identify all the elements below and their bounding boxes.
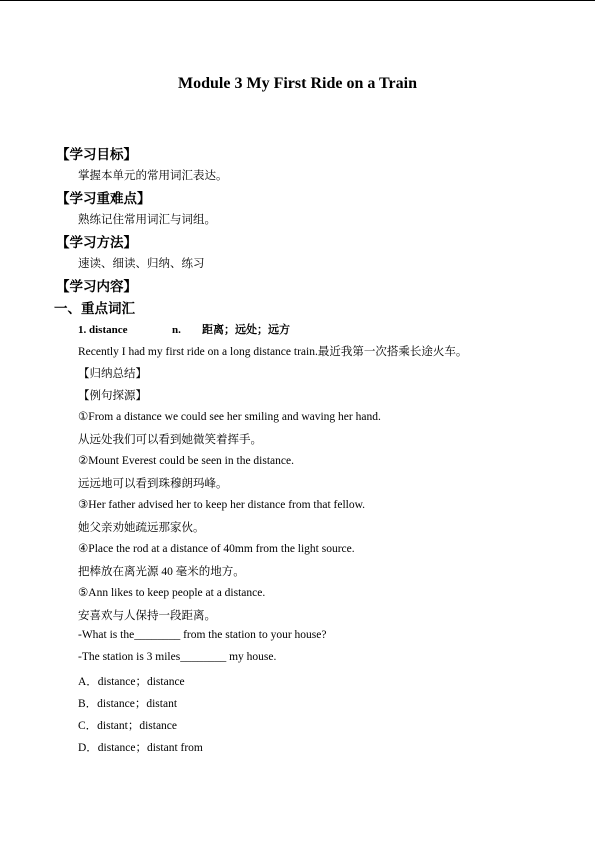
goal-text: 掌握本单元的常用词汇表达。 bbox=[78, 170, 228, 182]
option-b: B．distance；distant bbox=[78, 698, 178, 710]
page-title: Module 3 My First Ride on a Train bbox=[178, 75, 417, 92]
option-c: C．distant；distance bbox=[78, 720, 178, 732]
method-text: 速读、细读、归纳、练习 bbox=[78, 258, 205, 270]
key-text: 熟练记住常用词汇与词组。 bbox=[78, 214, 216, 226]
example-sentence-2: ②Mount Everest could be seen in the distance. bbox=[78, 455, 294, 467]
example-sentence-4: ④Place the rod at a distance of 40mm from the light source. bbox=[78, 543, 355, 555]
example-line-1: Recently I had my first ride on a long distance train.最近我第一次搭乘长途火车。 bbox=[78, 346, 468, 358]
part1-heading: 一、重点词汇 bbox=[54, 301, 135, 316]
key-heading: 【学习重难点】 bbox=[56, 191, 151, 206]
top-border-line bbox=[0, 0, 595, 1]
method-heading: 【学习方法】 bbox=[56, 235, 137, 250]
entry-meaning: 距离；远处；远方 bbox=[202, 324, 290, 336]
summary-label: 【归纳总结】 bbox=[78, 368, 147, 380]
example-translation-4: 把棒放在离光源 40 毫米的地方。 bbox=[78, 566, 245, 578]
question-line-2: -The station is 3 miles________ my house. bbox=[78, 651, 277, 663]
example-sentence-3: ③Her father advised her to keep her distance from that fellow. bbox=[78, 499, 366, 511]
entry-pos: n. bbox=[172, 324, 181, 336]
option-a: A．distance；distance bbox=[78, 676, 185, 688]
goal-heading: 【学习目标】 bbox=[56, 147, 137, 162]
example-translation-5: 安喜欢与人保持一段距离。 bbox=[78, 610, 216, 622]
examples-label: 【例句探源】 bbox=[78, 390, 147, 402]
content-heading: 【学习内容】 bbox=[56, 279, 137, 294]
example-translation-3: 她父亲劝她疏远那家伙。 bbox=[78, 522, 205, 534]
example-translation-2: 远远地可以看到珠穆朗玛峰。 bbox=[78, 478, 228, 490]
entry-word: 1. distance bbox=[78, 324, 128, 336]
example-translation-1: 从远处我们可以看到她微笑着挥手。 bbox=[78, 434, 262, 446]
vocab-entry bbox=[78, 321, 290, 337]
option-d: D．distance；distant from bbox=[78, 742, 203, 754]
question-line-1: -What is the________ from the station to your house? bbox=[78, 629, 327, 641]
example-sentence-5: ⑤Ann likes to keep people at a distance. bbox=[78, 587, 266, 599]
example-sentence-1: ①From a distance we could see her smiling and waving her hand. bbox=[78, 411, 381, 423]
